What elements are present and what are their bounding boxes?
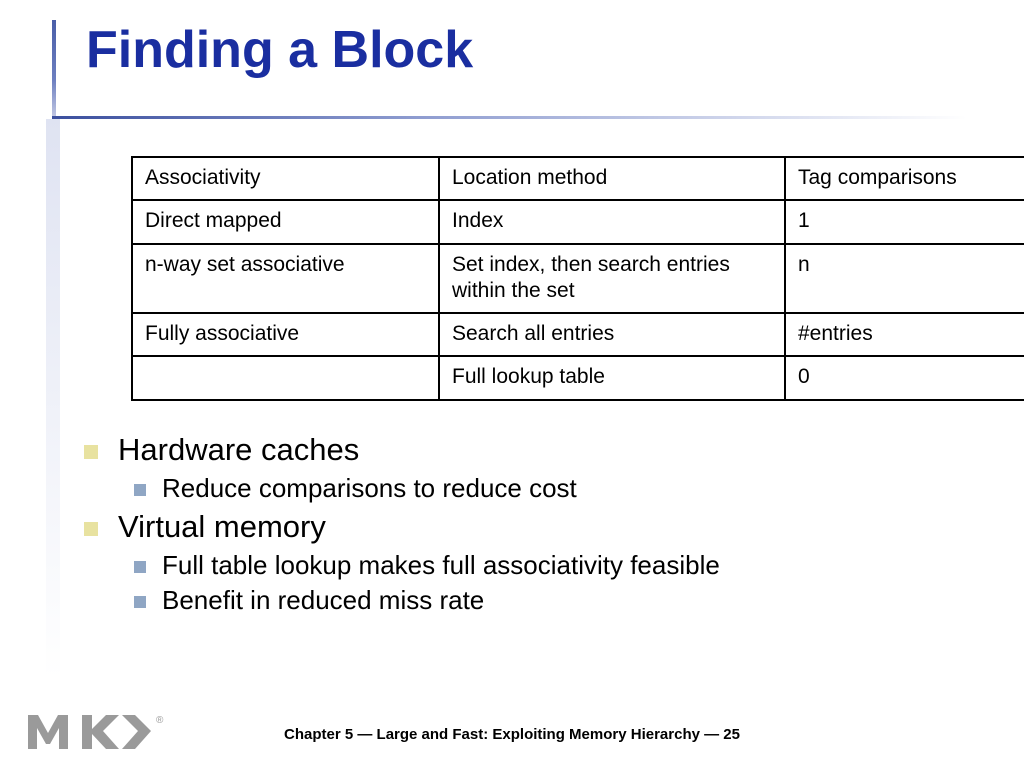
table-cell-location-method: Index bbox=[439, 200, 785, 243]
bullet-square-icon bbox=[134, 596, 146, 608]
table-cell-location-method: Set index, then search entries within the set bbox=[439, 244, 785, 314]
table-header-row bbox=[132, 157, 1024, 200]
bullet-text: Reduce comparisons to reduce cost bbox=[162, 472, 577, 503]
table-header-associativity: Associativity bbox=[132, 157, 439, 200]
footer-chapter-label: Chapter 5 — Large and Fast: Exploiting Memory Hierarchy — 25 bbox=[284, 726, 740, 743]
table-cell-location-method: Full lookup table bbox=[439, 356, 785, 399]
bullet-list bbox=[84, 430, 984, 619]
title-accent-horizontal-rule bbox=[52, 116, 967, 119]
list-item bbox=[84, 549, 984, 582]
table-header-location-method: Location method bbox=[439, 157, 785, 200]
table-cell-tag-comparisons: #entries bbox=[785, 313, 1024, 356]
table-cell-associativity: n-way set associative bbox=[132, 244, 439, 314]
bullet-text: Virtual memory bbox=[118, 508, 326, 544]
table-header-tag-comparisons: Tag comparisons bbox=[785, 157, 1024, 200]
left-gradient-bar bbox=[46, 119, 60, 679]
table-cell-associativity: Fully associative bbox=[132, 313, 439, 356]
table-cell-tag-comparisons: n bbox=[785, 244, 1024, 314]
finding-a-block-table bbox=[131, 156, 979, 401]
bullet-square-icon bbox=[84, 445, 98, 459]
bullet-square-icon bbox=[84, 522, 98, 536]
bullet-text: Benefit in reduced miss rate bbox=[162, 584, 485, 615]
table-cell-tag-comparisons: 1 bbox=[785, 200, 1024, 243]
title-accent-vertical-rule bbox=[52, 20, 56, 120]
table-row bbox=[132, 200, 1024, 243]
table-row bbox=[132, 313, 1024, 356]
list-item bbox=[84, 472, 984, 505]
table-cell-associativity: Direct mapped bbox=[132, 200, 439, 243]
list-item bbox=[84, 430, 984, 470]
list-item bbox=[84, 507, 984, 547]
bullet-square-icon bbox=[134, 561, 146, 573]
table-cell-tag-comparisons: 0 bbox=[785, 356, 1024, 399]
table-cell-location-method: Search all entries bbox=[439, 313, 785, 356]
list-item bbox=[84, 584, 984, 617]
table-row bbox=[132, 244, 1024, 314]
table-row bbox=[132, 356, 1024, 399]
bullet-square-icon bbox=[134, 484, 146, 496]
bullet-text: Hardware caches bbox=[118, 432, 360, 467]
page-title: Finding a Block bbox=[86, 21, 474, 79]
table-cell-associativity-empty bbox=[132, 356, 439, 399]
svg-text:®: ® bbox=[156, 715, 164, 726]
bullet-text: Full table lookup makes full associativity feasible bbox=[162, 549, 720, 580]
